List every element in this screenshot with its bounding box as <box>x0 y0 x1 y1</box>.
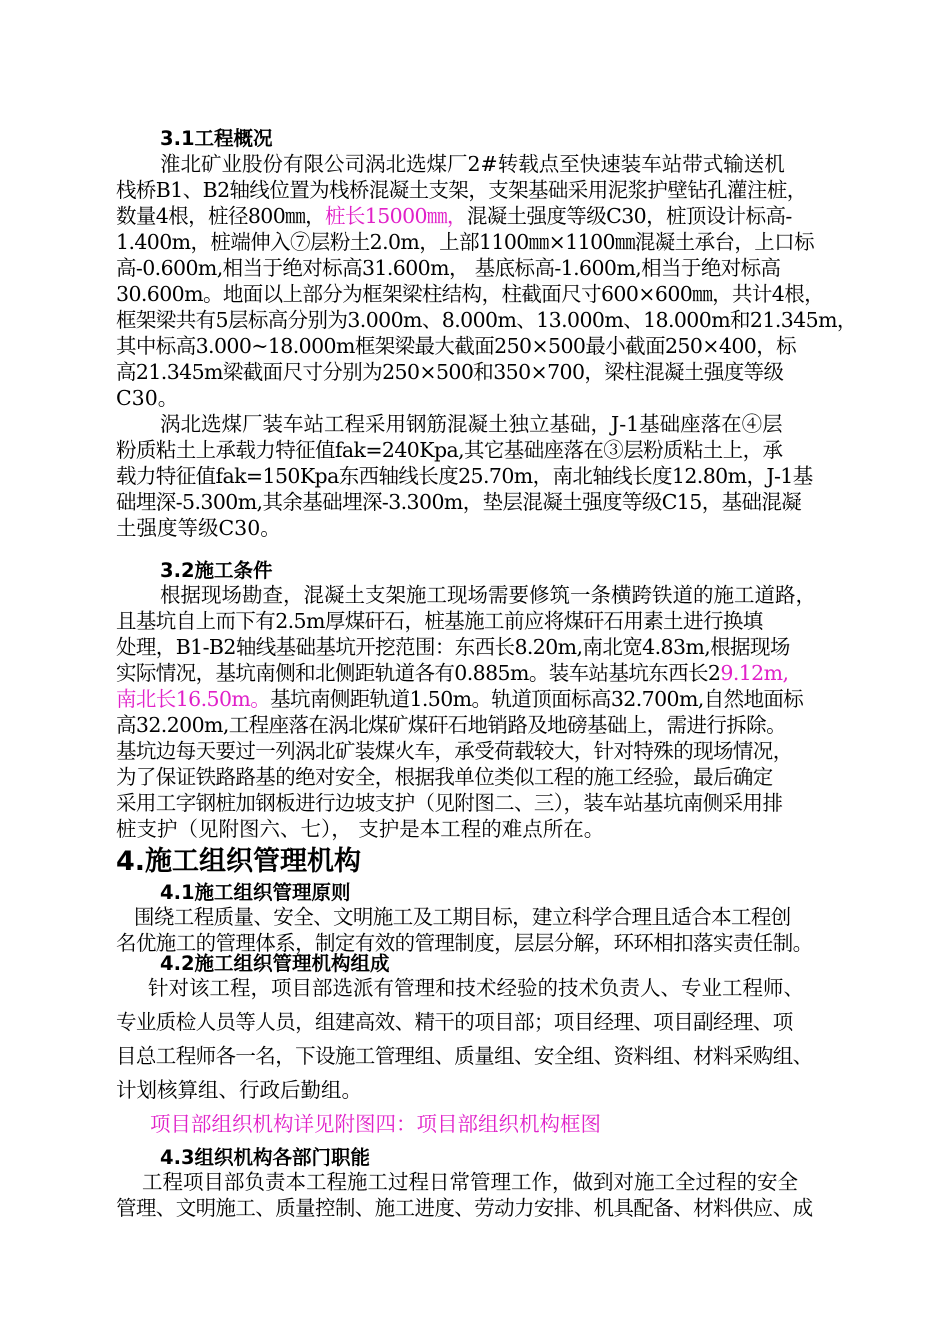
paragraph-line: 根据现场勘查，混凝土支架施工现场需要修筑一条横跨铁道的施工道路， <box>160 583 816 607</box>
paragraph-text: 实际情况，基坑南侧和北侧距轨道各有0.885m。装车站基坑东西长2 <box>116 661 721 685</box>
paragraph-line: 目总工程师各一名，下设施工管理组、质量组、安全组、资料组、材料采购组、 <box>116 1044 813 1068</box>
paragraph-line <box>116 660 788 686</box>
paragraph-line: 针对该工程，项目部选派有管理和技术经验的技术负责人、专业工程师、 <box>148 976 804 1000</box>
paragraph-line: 其中标高3.000~18.000m框架梁最大截面250×500最小截面250×400，标 <box>116 334 796 358</box>
paragraph-line: 粉质粘土上承载力特征值fak=240Kpa,其它基础座落在③层粉质粘土上，承 <box>116 438 783 462</box>
paragraph-line: 计划核算组、行政后勤组。 <box>116 1078 362 1102</box>
paragraph-line <box>116 686 803 712</box>
paragraph-line: 专业质检人员等人员，组建高效、精干的项目部；项目经理、项目副经理、项 <box>116 1010 793 1034</box>
highlighted-text: 南北长16.50m。 <box>116 687 271 711</box>
paragraph-text: 基坑南侧距轨道1.50m。轨道顶面标高32.700m,自然地面标 <box>270 687 804 711</box>
paragraph-line: 桩支护（见附图六、七）， 支护是本工程的难点所在。 <box>116 817 605 841</box>
paragraph-line: 涡北选煤厂装车站工程采用钢筋混凝土独立基础，J-1基础座落在④层 <box>160 412 783 436</box>
paragraph-line: 处理，B1-B2轴线基础基坑开挖范围：东西长8.20m,南北宽4.83m,根据现场 <box>116 635 790 659</box>
section-4-1-heading: 4.1施工组织管理原则 <box>160 881 351 904</box>
paragraph-line: 淮北矿业股份有限公司涡北选煤厂2#转载点至快速装车站带式输送机 <box>160 152 785 176</box>
paragraph-line: 工程项目部负责本工程施工过程日常管理工作，做到对施工全过程的安全 <box>142 1170 798 1194</box>
paragraph-text: 数量4根，桩径800㎜， <box>116 204 325 228</box>
highlighted-note: 项目部组织机构详见附图四：项目部组织机构框图 <box>150 1112 601 1136</box>
paragraph-line: 1.400m，桩端伸入⑦层粉土2.0m，上部1100㎜×1100㎜混凝土承台，上口标 <box>116 230 814 254</box>
paragraph-line: 框架梁共有5层标高分别为3.000m、8.000m、13.000m、18.000m和21.345m， <box>116 308 857 332</box>
section-3-2-heading: 3.2施工条件 <box>160 559 273 582</box>
section-4-3-heading: 4.3组织机构各部门职能 <box>160 1146 371 1169</box>
section-4-2-heading: 4.2施工组织管理机构组成 <box>160 952 390 975</box>
paragraph-line: 管理、文明施工、质量控制、施工进度、劳动力安排、机具配备、材料供应、成 <box>116 1196 813 1220</box>
paragraph-line: 且基坑自上而下有2.5m厚煤矸石，桩基施工前应将煤矸石用素土进行换填 <box>116 609 763 633</box>
paragraph-line: 础埋深-5.300m,其余基础埋深-3.300m，垫层混凝土强度等级C15，基础混凝 <box>116 490 802 514</box>
paragraph-line: 名优施工的管理体系，制定有效的管理制度，层层分解，环环相扣落实责任制。 <box>116 931 813 955</box>
section-4-heading: 4.施工组织管理机构 <box>116 846 362 877</box>
paragraph-line: 30.600m。地面以上部分为框架梁柱结构，柱截面尺寸600×600㎜，共计4根， <box>116 282 825 306</box>
section-3-1-heading: 3.1工程概况 <box>160 127 273 150</box>
paragraph-line: 高21.345m梁截面尺寸分别为250×500和350×700，梁柱混凝土强度等级 <box>116 360 784 384</box>
paragraph-line: 高-0.600m,相当于绝对标高31.600m， 基底标高-1.600m,相当于绝对标高 <box>116 256 781 280</box>
highlighted-text: 桩长15000㎜， <box>324 204 467 228</box>
paragraph-line: 基坑边每天要过一列涡北矿装煤火车，承受荷载较大，针对特殊的现场情况， <box>116 739 793 763</box>
highlighted-text: 9.12m, <box>720 661 789 685</box>
paragraph-line: 土强度等级C30。 <box>116 516 281 540</box>
paragraph-line: 载力特征值fak=150Kpa东西轴线长度25.70m，南北轴线长度12.80m，J-1基 <box>116 464 813 488</box>
paragraph-line: 围绕工程质量、安全、文明施工及工期目标，建立科学合理且适合本工程创 <box>134 905 791 929</box>
paragraph-line: C30。 <box>116 386 179 410</box>
paragraph-line: 为了保证铁路路基的绝对安全，根据我单位类似工程的施工经验，最后确定 <box>116 765 773 789</box>
paragraph-line: 采用工字钢桩加钢板进行边坡支护（见附图二、三），装车站基坑南侧采用排 <box>116 791 783 815</box>
paragraph-text: 混凝土强度等级C30，桩顶设计标高- <box>466 204 792 228</box>
paragraph-line <box>116 203 792 229</box>
paragraph-line: 栈桥B1、B2轴线位置为栈桥混凝土支架，支架基础采用泥浆护壁钻孔灌注桩， <box>116 178 807 202</box>
paragraph-line: 高32.200m,工程座落在涡北煤矿煤矸石地销路及地磅基础上，需进行拆除。 <box>116 713 786 737</box>
